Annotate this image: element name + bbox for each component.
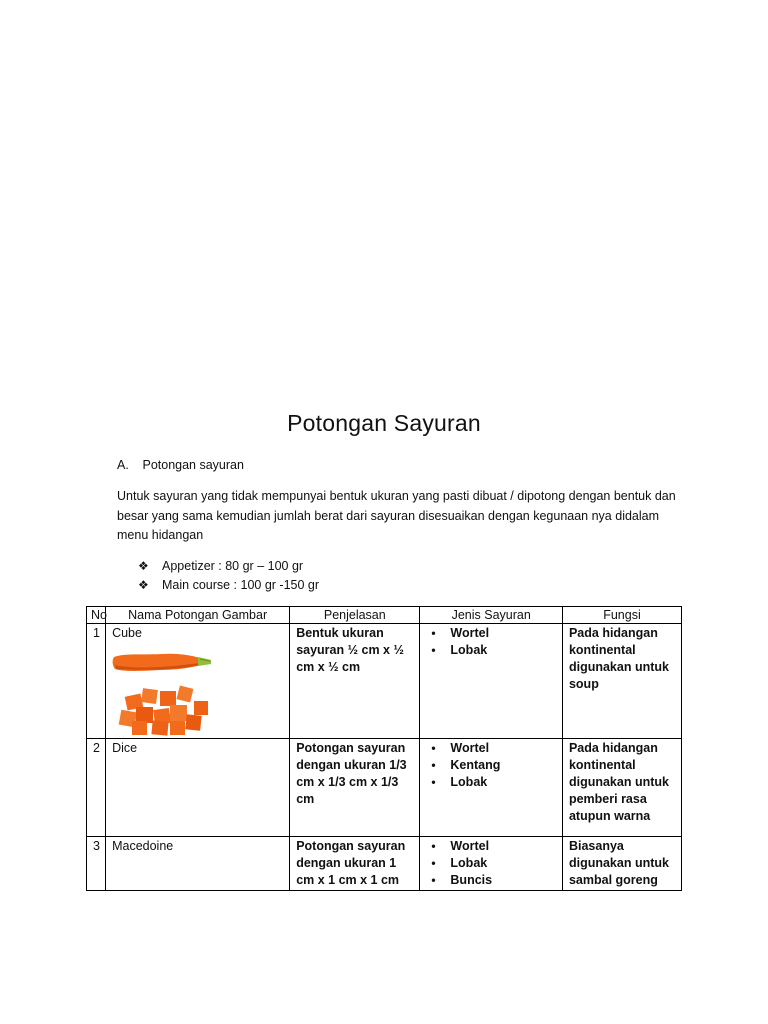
table-row — [87, 837, 682, 891]
diamond-bullet-icon: ❖ — [138, 559, 149, 573]
portion-item — [138, 557, 319, 576]
page-title: Potongan Sayuran — [287, 410, 481, 436]
section-label: A. — [117, 458, 129, 472]
jenis-list — [426, 625, 556, 659]
section-heading-text: Potongan sayuran — [142, 458, 244, 472]
cell-fungsi: Pada hidangan kontinental digunakan untuk pemberi rasa atupun warna — [562, 739, 681, 837]
header-fungsi: Fungsi — [562, 607, 681, 624]
jenis-item: • Kentang — [450, 757, 556, 774]
header-nama: Nama Potongan Gambar — [106, 607, 290, 624]
cell-penjelasan: Potongan sayuran dengan ukuran 1 cm x 1 cm x 1 cm — [290, 837, 420, 891]
jenis-list — [426, 740, 556, 791]
cell-jenis — [420, 837, 563, 891]
table-row — [87, 739, 682, 837]
cell-nama: Dice — [106, 739, 290, 837]
jenis-item: • Lobak — [450, 774, 556, 791]
cell-jenis — [420, 624, 563, 739]
jenis-item: • Wortel — [450, 625, 556, 642]
jenis-item: • Wortel — [450, 838, 556, 855]
jenis-item: • Lobak — [450, 855, 556, 872]
section-heading — [117, 458, 244, 472]
table-header-row — [87, 607, 682, 624]
carrot-image — [112, 645, 212, 679]
header-penjelasan: Penjelasan — [290, 607, 420, 624]
vegetable-cuts-table — [86, 606, 682, 891]
cell-nama — [106, 624, 290, 739]
cell-jenis — [420, 739, 563, 837]
portion-item — [138, 576, 319, 595]
cell-no: 3 — [87, 837, 106, 891]
cell-fungsi: Pada hidangan kontinental digunakan untuk soup — [562, 624, 681, 739]
cell-penjelasan: Bentuk ukuran sayuran ½ cm x ½ cm x ½ cm — [290, 624, 420, 739]
jenis-item: • Lobak — [450, 642, 556, 659]
header-no: No — [87, 607, 106, 624]
diamond-bullet-icon: ❖ — [138, 578, 149, 592]
table-row — [87, 624, 682, 739]
cut-name: Cube — [112, 626, 142, 640]
header-jenis: Jenis Sayuran — [420, 607, 563, 624]
jenis-item: • Wortel — [450, 740, 556, 757]
jenis-item: • Buncis — [450, 872, 556, 889]
portion-item-text: Main course : 100 gr -150 gr — [162, 578, 320, 592]
cell-nama: Macedoine — [106, 837, 290, 891]
portion-item-text: Appetizer : 80 gr – 100 gr — [162, 559, 304, 573]
cell-no: 2 — [87, 739, 106, 837]
jenis-list — [426, 838, 556, 889]
carrot-picture — [112, 645, 212, 737]
cell-fungsi: Biasanya digunakan untuk sambal goreng — [562, 837, 681, 891]
cell-penjelasan: Potongan sayuran dengan ukuran 1/3 cm x 1/3 cm x 1/3 cm — [290, 739, 420, 837]
intro-paragraph: Untuk sayuran yang tidak mempunyai bentuk ukuran yang pasti dibuat / dipotong dengan bentuk dan besar yang sama kemudian jumlah berat dari sayuran disesuaikan dengan kegunaan nya didalam menu hidangan — [117, 489, 676, 542]
carrot-cubes-image — [112, 685, 212, 737]
portion-list — [138, 557, 319, 595]
cell-no: 1 — [87, 624, 106, 739]
